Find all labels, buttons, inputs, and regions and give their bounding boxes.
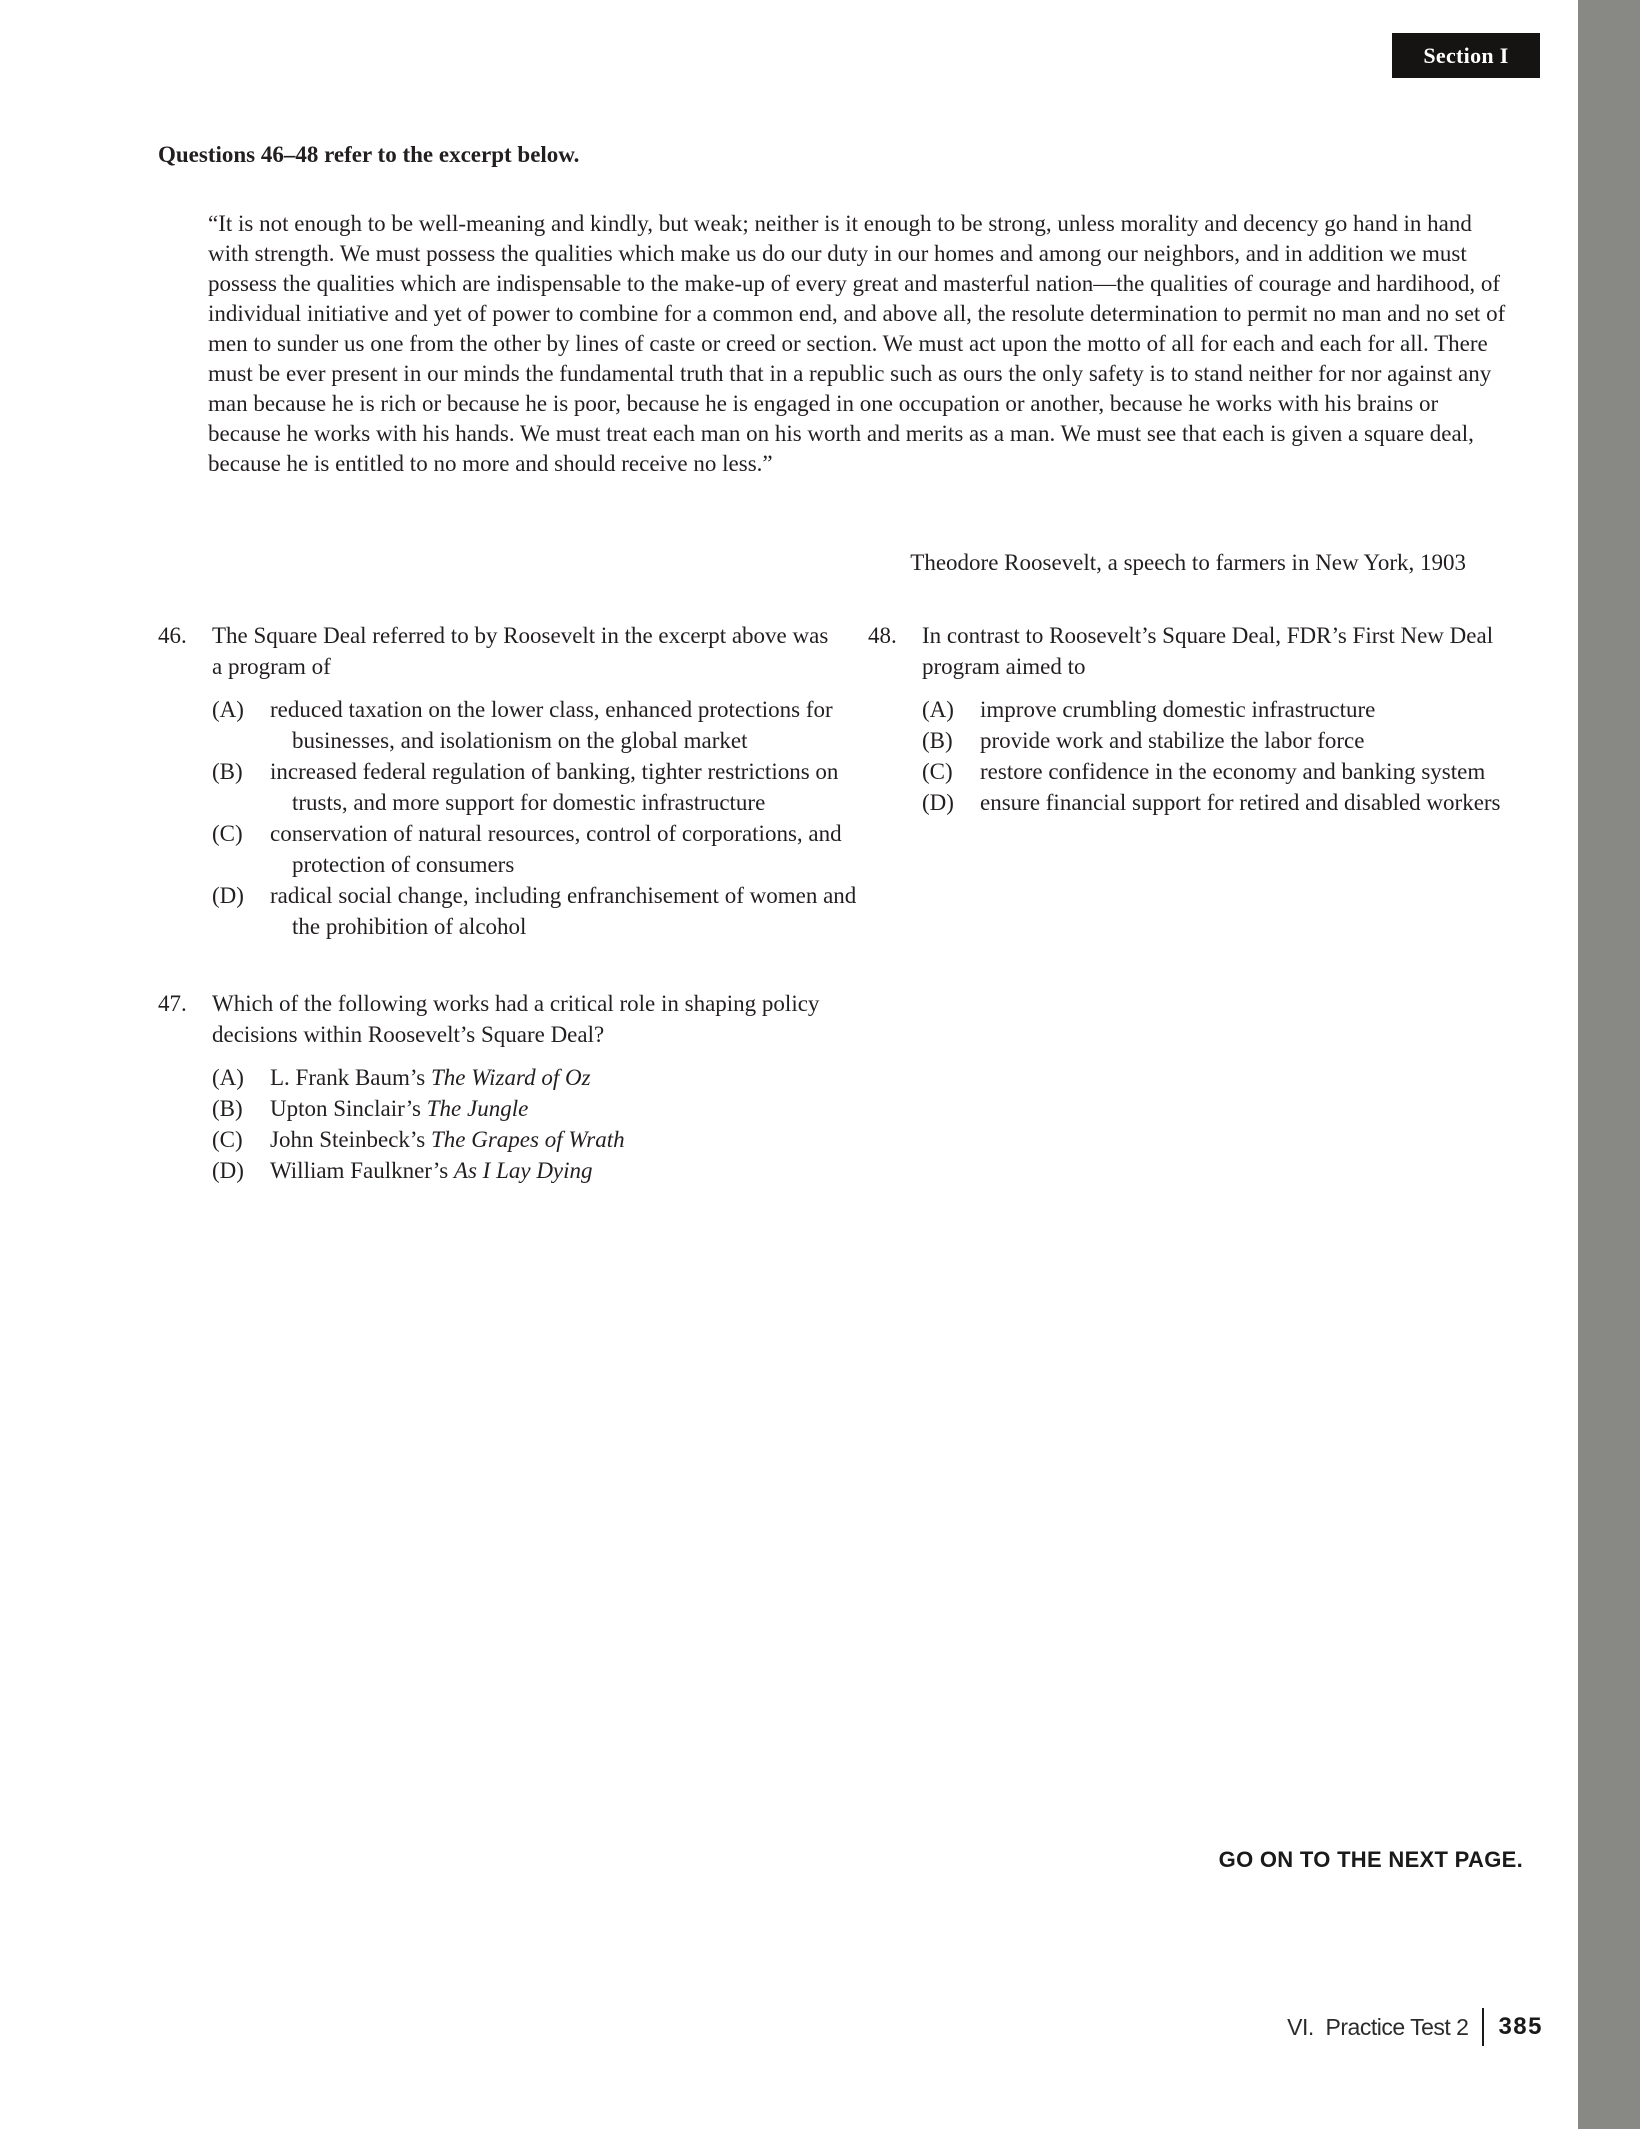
answer-option-a	[922, 694, 1542, 725]
answer-options	[212, 694, 874, 942]
questions-column-right	[868, 620, 1522, 1186]
question-48	[868, 620, 1522, 818]
answer-option-b	[212, 1093, 874, 1124]
option-letter: (A)	[922, 697, 954, 722]
option-letter: (C)	[922, 759, 953, 784]
option-letter: (B)	[212, 1096, 243, 1121]
option-letter: (D)	[212, 883, 244, 908]
option-text: reduced taxation on the lower class, enhanced protections for businesses, and isolationism on the global market	[270, 697, 833, 753]
answer-option-a	[212, 1062, 874, 1093]
option-letter: (D)	[922, 790, 954, 815]
option-letter: (B)	[212, 759, 243, 784]
answer-option-c	[212, 818, 874, 880]
option-text: radical social change, including enfranchisement of women and the prohibition of alcohol	[270, 883, 857, 939]
passage-attribution: Theodore Roosevelt, a speech to farmers in New York, 1903	[910, 550, 1466, 575]
option-text: provide work and stabilize the labor force	[980, 728, 1365, 753]
option-text	[270, 1155, 874, 1186]
passage-excerpt: “It is not enough to be well-meaning and kindly, but weak; neither is it enough to be strong, unless morality and decency go hand in hand with strength. We must possess the qualities which make us do our duty in our homes and among our neighbors, and in addition we must possess the qualities which are indispensable to the make-up of every great and masterful nation—the qualities of courage and hardihood, of individual initiative and yet of power to combine for a common end, and above all, the resolute determination to permit no man and no set of men to sunder us one from the other by lines of caste or creed or section. We must act upon the motto of all for each and each for all. There must be ever present in our minds the fundamental truth that in a republic such as ours the only safety is to stand neither for nor against any man because he is rich or because he is poor, because he is engaged in one occupation or another, because he works with his brains or because he works with his hands. We must treat each man on his worth and merits as a man. We must see that each is given a square deal, because he is entitled to no more and should receive no less.”	[208, 211, 1506, 476]
option-text	[270, 1062, 874, 1093]
book-title: As I Lay Dying	[453, 1158, 593, 1183]
question-stem: Which of the following works had a critical role in shaping policy decisions within Roosevelt’s Square Deal?	[212, 991, 820, 1047]
option-letter: (C)	[212, 821, 243, 846]
footer-divider	[1482, 2008, 1484, 2046]
option-text-plain: John Steinbeck’s	[270, 1127, 431, 1152]
option-text-plain: Upton Sinclair’s	[270, 1096, 427, 1121]
option-letter: (A)	[212, 1065, 244, 1090]
question-47	[158, 988, 852, 1186]
section-header-badge	[1392, 33, 1540, 78]
questions-columns	[158, 620, 1522, 1186]
question-number: 47.	[158, 991, 187, 1016]
book-title: The Jungle	[426, 1096, 529, 1121]
answer-option-d	[212, 880, 874, 942]
go-on-instruction: GO ON TO THE NEXT PAGE.	[1218, 1847, 1523, 1872]
option-text-plain: William Faulkner’s	[270, 1158, 454, 1183]
option-letter: (A)	[212, 697, 244, 722]
question-number: 46.	[158, 623, 187, 648]
option-letter: (C)	[212, 1127, 243, 1152]
passage-heading: Questions 46–48 refer to the excerpt below.	[158, 142, 580, 167]
page-footer	[1287, 2006, 1543, 2048]
option-letter: (B)	[922, 728, 953, 753]
answer-option-b	[212, 756, 874, 818]
questions-column-left	[158, 620, 857, 1186]
answer-options	[922, 694, 1542, 818]
footer-chapter-label: VI. Practice Test 2	[1287, 2013, 1469, 2040]
page-edge-gray-bar	[1578, 0, 1640, 2129]
answer-option-a	[212, 694, 874, 756]
answer-option-c	[212, 1124, 874, 1155]
option-text	[270, 1124, 874, 1155]
question-stem: The Square Deal referred to by Roosevelt in the excerpt above was a program of	[212, 623, 829, 679]
answer-option-c	[922, 756, 1542, 787]
footer-page-number: 385	[1498, 2013, 1543, 2040]
question-46	[158, 620, 857, 942]
option-text: improve crumbling domestic infrastructure	[980, 697, 1376, 722]
option-text	[270, 1093, 874, 1124]
option-text: conservation of natural resources, control of corporations, and protection of consumers	[270, 821, 842, 877]
book-title: The Wizard of Oz	[431, 1065, 591, 1090]
question-number: 48.	[868, 623, 897, 648]
option-text: increased federal regulation of banking, tighter restrictions on trusts, and more support for domestic infrastructure	[270, 759, 839, 815]
option-text: ensure financial support for retired and disabled workers	[980, 790, 1501, 815]
book-title: The Grapes of Wrath	[431, 1127, 625, 1152]
section-label: Section I	[1423, 42, 1509, 68]
answer-option-d	[212, 1155, 874, 1186]
question-stem: In contrast to Roosevelt’s Square Deal, FDR’s First New Deal program aimed to	[922, 623, 1494, 679]
answer-option-d	[922, 787, 1542, 818]
option-text: restore confidence in the economy and banking system	[980, 759, 1486, 784]
option-letter: (D)	[212, 1158, 244, 1183]
option-text-plain: L. Frank Baum’s	[270, 1065, 431, 1090]
answer-option-b	[922, 725, 1542, 756]
answer-options	[212, 1062, 874, 1186]
